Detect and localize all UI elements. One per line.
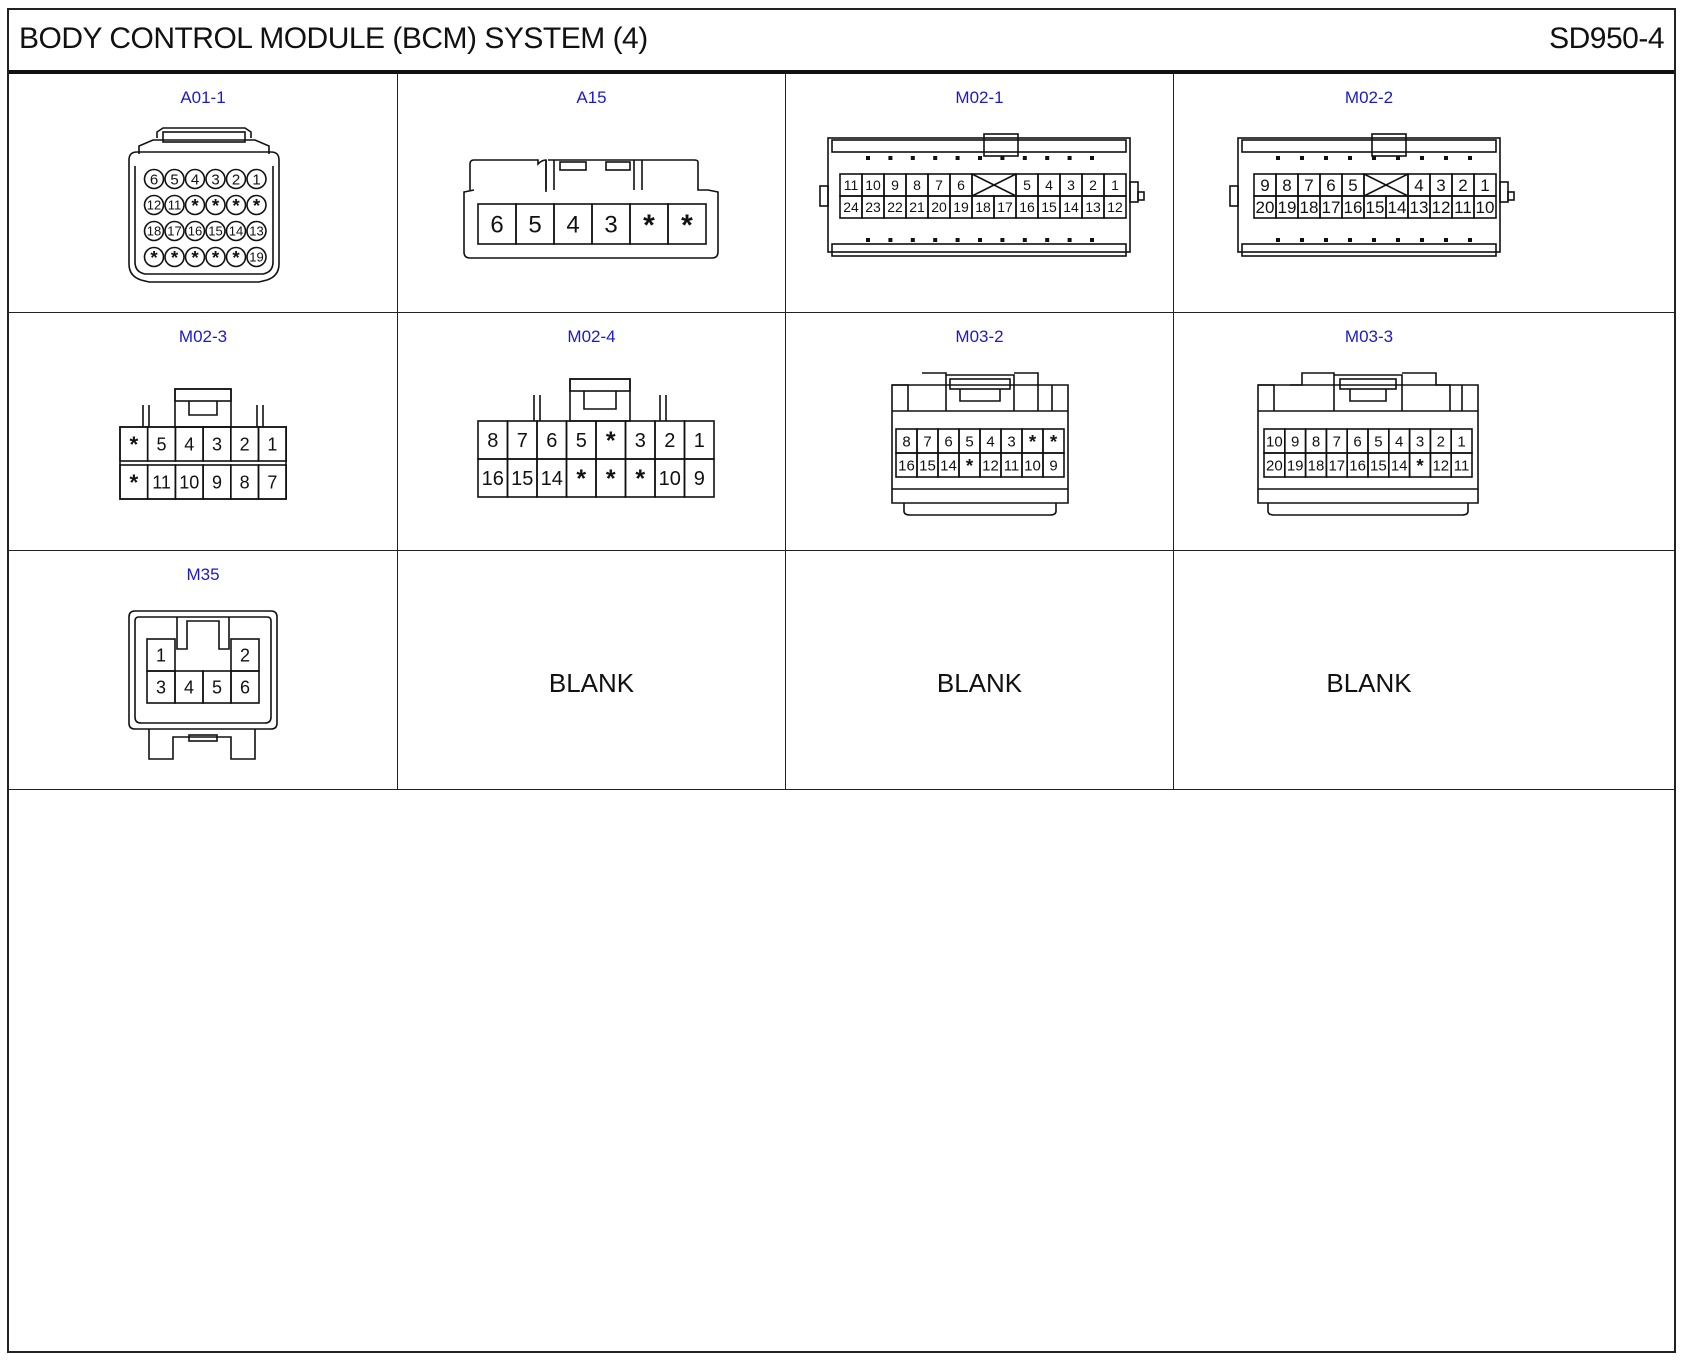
pin-number: 2 xyxy=(239,434,250,455)
pin-number: 5 xyxy=(1023,177,1031,194)
pin-number: 11 xyxy=(152,472,171,493)
connector-cell-m02-3 xyxy=(9,313,398,551)
pin-number: 18 xyxy=(975,199,991,216)
connector-label: M03-2 xyxy=(955,327,1004,346)
connector-drawing xyxy=(9,313,398,551)
pin-number: 6 xyxy=(490,211,504,239)
pin-number: 10 xyxy=(179,472,200,493)
connector-drawing xyxy=(1174,313,1564,551)
latch-tick xyxy=(1324,238,1328,242)
latch-tick xyxy=(1396,238,1400,242)
pin-number: 4 xyxy=(190,171,200,189)
pin-number: 9 xyxy=(891,177,899,194)
pin-number: 7 xyxy=(516,430,528,453)
latch-tick xyxy=(1420,156,1424,160)
latch-tick xyxy=(1068,156,1072,160)
pin-number: 3 xyxy=(1067,177,1075,194)
pin-number: 2 xyxy=(1458,176,1468,196)
pin-number: 15 xyxy=(1041,199,1057,216)
pin-number: 20 xyxy=(1255,198,1275,218)
pin-number: 3 xyxy=(211,434,222,455)
pin-number: 1 xyxy=(1457,433,1466,451)
connector-label: M02-2 xyxy=(1344,88,1394,107)
pin-number: 4 xyxy=(986,433,995,451)
latch-tick xyxy=(1023,156,1027,160)
pin-number: 9 xyxy=(1260,176,1270,196)
pin-number: 5 xyxy=(528,211,542,239)
latch-tick xyxy=(866,238,870,242)
latch-tick xyxy=(1300,238,1304,242)
pin-number: 9 xyxy=(1291,433,1300,451)
connector-cell-m03-3 xyxy=(1174,313,1674,551)
diagram-sheet xyxy=(7,8,1676,1353)
pin-number: 16 xyxy=(481,468,504,491)
pin-number: 16 xyxy=(1019,199,1035,216)
document-code: SD950-4 xyxy=(1549,22,1664,55)
pin-number: 14 xyxy=(940,457,957,475)
pin-number: 4 xyxy=(1395,433,1404,451)
latch-tick xyxy=(956,238,960,242)
pin-number: 2 xyxy=(1089,177,1097,194)
pin-number: 11 xyxy=(167,197,182,213)
pin-number: 9 xyxy=(693,468,705,491)
pin-number: 11 xyxy=(843,177,859,194)
latch-tick xyxy=(1324,156,1328,160)
connector-label: A15 xyxy=(576,88,607,107)
pin-number: * xyxy=(191,194,199,216)
page-title: BODY CONTROL MODULE (BCM) SYSTEM (4) xyxy=(19,22,648,55)
connector-label: M02-1 xyxy=(955,88,1004,107)
pin-number: * xyxy=(232,194,240,216)
pin-number: 6 xyxy=(546,430,558,453)
pin-number: 10 xyxy=(1024,457,1041,475)
pin-number: 3 xyxy=(1007,433,1016,451)
pin-number: 4 xyxy=(183,677,195,698)
pin-number: 4 xyxy=(184,434,195,455)
pin-number: 7 xyxy=(267,472,278,493)
connector-drawing xyxy=(398,313,786,551)
latch-tick xyxy=(866,156,870,160)
pin-number: 10 xyxy=(1266,433,1283,451)
pin-number: 14 xyxy=(1390,457,1408,475)
pin-number: * xyxy=(1416,454,1424,476)
pin-number: 9 xyxy=(211,472,222,493)
pin-number: 8 xyxy=(239,472,250,493)
connector-cell-m02-2 xyxy=(1174,74,1674,313)
pin-number: * xyxy=(252,194,261,216)
latch-tick xyxy=(1348,156,1352,160)
latch-tick xyxy=(1276,238,1280,242)
pin-number: 19 xyxy=(1277,198,1297,218)
pin-number: 6 xyxy=(1353,433,1362,451)
pin-number: 23 xyxy=(865,199,881,216)
pin-number: 24 xyxy=(843,199,859,216)
connector-drawing xyxy=(9,74,398,313)
connector-drawing xyxy=(1174,74,1564,313)
pin-number: 7 xyxy=(923,433,932,451)
pin-number: 15 xyxy=(1370,457,1387,475)
pin-number: 19 xyxy=(249,249,264,265)
latch-tick xyxy=(911,238,915,242)
pin-number: 11 xyxy=(1454,198,1472,218)
pin-number: 1 xyxy=(693,430,705,453)
latch-tick xyxy=(933,238,937,242)
blank-label: BLANK xyxy=(548,668,635,698)
pin-number: * xyxy=(635,465,646,493)
latch-tick xyxy=(888,156,892,160)
connector-drawing xyxy=(9,551,398,790)
pin-number: 12 xyxy=(982,457,999,475)
pin-number: 7 xyxy=(935,177,943,194)
pin-number: 10 xyxy=(1475,198,1495,218)
latch-tick xyxy=(1396,156,1400,160)
pin-number: 20 xyxy=(931,199,947,216)
pin-number: 8 xyxy=(902,433,911,451)
pin-number: 16 xyxy=(898,457,915,475)
pin-number: 21 xyxy=(909,199,925,216)
connector-label: A01-1 xyxy=(180,88,226,107)
latch-tick xyxy=(1300,156,1304,160)
pin-number: 14 xyxy=(228,223,244,239)
pin-number: 5 xyxy=(211,677,223,698)
pin-number: 5 xyxy=(965,433,974,451)
pin-number: 1 xyxy=(1480,176,1490,196)
pin-number: 4 xyxy=(1045,177,1053,194)
latch-tick xyxy=(1420,238,1424,242)
pin-number: 3 xyxy=(634,430,646,453)
latch-tick xyxy=(1090,156,1094,160)
pin-number: * xyxy=(129,470,139,496)
latch-tick xyxy=(933,156,937,160)
latch-tick xyxy=(1372,238,1376,242)
pin-number: 6 xyxy=(1326,176,1336,196)
pin-number: * xyxy=(129,432,139,458)
pin-number: 4 xyxy=(1414,176,1424,196)
connector-drawing xyxy=(786,313,1174,551)
latch-tick xyxy=(1000,238,1004,242)
pin-number: 11 xyxy=(1003,457,1020,475)
connector-label: M02-4 xyxy=(567,327,616,346)
pin-number: 19 xyxy=(1286,457,1304,475)
latch-tick xyxy=(1468,156,1472,160)
latch-tick xyxy=(911,156,915,160)
pin-number: 5 xyxy=(156,434,167,455)
latch-tick xyxy=(1276,156,1280,160)
pin-number: 18 xyxy=(146,223,162,239)
pin-number: 8 xyxy=(913,177,921,194)
latch-tick xyxy=(956,156,960,160)
pin-number: 17 xyxy=(1328,457,1346,475)
blank-label: BLANK xyxy=(1326,668,1412,698)
pin-number: 12 xyxy=(1431,198,1451,218)
blank-label: BLANK xyxy=(936,668,1023,698)
pin-number: 16 xyxy=(1343,198,1363,218)
pin-number: 15 xyxy=(1365,198,1385,218)
pin-number: 9 xyxy=(1049,457,1058,475)
latch-tick xyxy=(1468,238,1472,242)
latch-tick xyxy=(1444,238,1448,242)
pin-number: 1 xyxy=(155,645,167,666)
latch-tick xyxy=(1444,156,1448,160)
pin-number: 15 xyxy=(208,223,223,239)
latch-tick xyxy=(978,238,982,242)
pin-number: 15 xyxy=(919,457,936,475)
pin-number: 2 xyxy=(664,430,676,453)
pin-number: 6 xyxy=(239,677,251,698)
pin-number: 14 xyxy=(540,468,563,491)
connector-drawing xyxy=(786,74,1174,313)
pin-number: * xyxy=(191,246,199,268)
pin-number: * xyxy=(211,194,220,216)
latch-tick xyxy=(888,238,892,242)
pin-number: 20 xyxy=(1266,457,1283,475)
pin-number: 22 xyxy=(887,199,903,216)
pin-number: 2 xyxy=(239,645,251,666)
connector-drawing xyxy=(398,74,786,313)
pin-number: 7 xyxy=(1304,176,1314,196)
pin-number: 13 xyxy=(249,223,264,239)
pin-number: * xyxy=(1028,430,1037,452)
connector-grid xyxy=(9,74,1674,842)
connector-cell-m02-1 xyxy=(786,74,1174,313)
pin-number: * xyxy=(1049,430,1058,452)
pin-number: 16 xyxy=(187,223,203,239)
pin-number: 3 xyxy=(155,677,167,698)
pin-number: 12 xyxy=(1432,457,1450,475)
pin-number: 8 xyxy=(487,430,499,453)
pin-number: 3 xyxy=(1436,176,1446,196)
connector-cell-a01-1 xyxy=(9,74,398,313)
pin-number: 1 xyxy=(1111,177,1119,194)
pin-number: 2 xyxy=(231,171,241,189)
pin-number: 17 xyxy=(167,223,182,239)
pin-number: * xyxy=(576,465,587,493)
pin-number: 1 xyxy=(267,434,278,455)
pin-number: * xyxy=(170,246,179,268)
latch-tick xyxy=(1068,238,1072,242)
pin-number: * xyxy=(211,246,220,268)
pin-number: 13 xyxy=(1085,199,1101,216)
pin-number: 1 xyxy=(252,171,261,189)
blank-cell xyxy=(398,551,786,790)
header-bar xyxy=(9,10,1674,74)
pin-number: 14 xyxy=(1063,199,1079,216)
pin-number: 7 xyxy=(1332,433,1341,451)
connector-cell-m35 xyxy=(9,551,398,790)
pin-number: 3 xyxy=(1415,433,1425,451)
pin-number: 11 xyxy=(1453,457,1470,475)
pin-number: * xyxy=(150,246,158,268)
pin-number: * xyxy=(605,427,616,455)
pin-number: 17 xyxy=(997,199,1013,216)
pin-number: 5 xyxy=(1374,433,1383,451)
latch-tick xyxy=(1000,156,1004,160)
pin-number: * xyxy=(232,246,240,268)
pin-number: 3 xyxy=(211,171,220,189)
blank-cell xyxy=(786,551,1174,790)
pin-number: 2 xyxy=(1436,433,1445,451)
pin-number: 5 xyxy=(575,430,587,453)
pin-number: 13 xyxy=(1409,198,1429,218)
latch-tick xyxy=(1090,238,1094,242)
pin-number: 6 xyxy=(149,171,159,189)
pin-number: 10 xyxy=(865,177,881,194)
pin-number: 18 xyxy=(1299,198,1319,218)
connector-label: M03-3 xyxy=(1344,327,1394,346)
pin-number: 19 xyxy=(953,199,969,216)
latch-tick xyxy=(1372,156,1376,160)
connector-cell-a15 xyxy=(398,74,786,313)
connector-label: M02-3 xyxy=(178,327,228,346)
pin-number: * xyxy=(965,454,974,476)
pin-number: 12 xyxy=(1107,199,1123,216)
latch-tick xyxy=(1045,238,1049,242)
latch-tick xyxy=(978,156,982,160)
pin-number: 15 xyxy=(511,468,534,491)
pin-number: 18 xyxy=(1307,457,1325,475)
pin-number: * xyxy=(605,465,616,493)
connector-cell-m02-4 xyxy=(398,313,786,551)
connector-cell-m03-2 xyxy=(786,313,1174,551)
pin-number: 5 xyxy=(170,171,179,189)
blank-cell xyxy=(1174,551,1674,790)
pin-number: 3 xyxy=(604,211,618,239)
pin-number: 5 xyxy=(1348,176,1358,196)
latch-tick xyxy=(1023,238,1027,242)
latch-tick xyxy=(1348,238,1352,242)
pin-number: * xyxy=(643,208,655,242)
pin-number: 8 xyxy=(1311,433,1321,451)
pin-number: 8 xyxy=(1282,176,1292,196)
pin-number: 4 xyxy=(566,211,580,239)
pin-number: 16 xyxy=(1349,457,1366,475)
pin-number: 17 xyxy=(1321,198,1341,218)
pin-number: * xyxy=(681,208,693,242)
pin-number: 6 xyxy=(957,177,965,194)
connector-label: M35 xyxy=(186,565,220,584)
pin-number: 6 xyxy=(944,433,953,451)
pin-number: 12 xyxy=(146,197,162,213)
latch-tick xyxy=(1045,156,1049,160)
pin-number: 14 xyxy=(1387,198,1407,218)
pin-number: 10 xyxy=(658,468,681,491)
